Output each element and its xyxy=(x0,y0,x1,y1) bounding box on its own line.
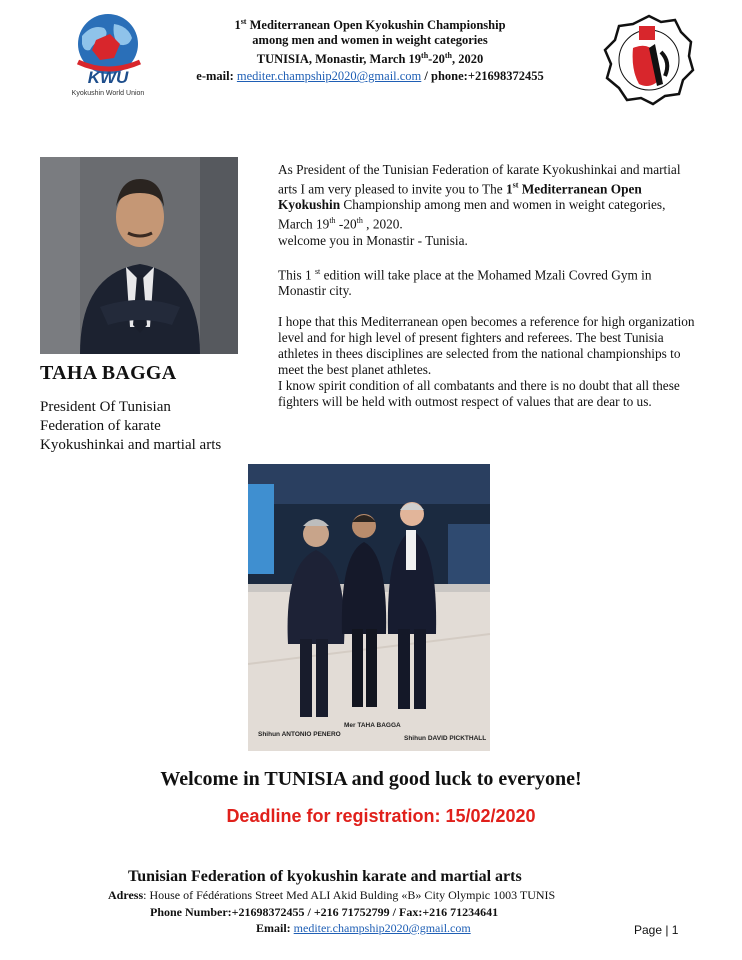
caption-right: Shihun DAVID PICKTHALL xyxy=(404,735,487,742)
letter-paragraph-1: As President of the Tunisian Federation of karate Kyokushinkai and martial arts I am very pleased to invite you to The 1st Mediterranean Open Kyokushin Championship among men and women in weight categories, March 19th -20th , 2020. welcome you in Monastir - Tunisia. xyxy=(278,162,681,248)
footer-address: Adress: House of Fédérations Street Med ALI Akid Bulding «B» City Olympic 1003 TUNIS xyxy=(108,888,556,902)
footer-email-link[interactable]: mediter.champship2020@gmail.com xyxy=(293,921,471,935)
caption-center: Mer TAHA BAGGA xyxy=(344,722,401,729)
president-name: TAHA BAGGA xyxy=(40,362,177,384)
footer-email: Email: mediter.champship2020@gmail.com xyxy=(256,921,471,935)
header-contact-line: e-mail: mediter.champship2020@gmail.com / phone:+21698372455 xyxy=(196,69,544,84)
header-line-2: among men and women in weight categories xyxy=(252,33,488,48)
letter-paragraph-3: I hope that this Mediterranean open becomes a reference for high organization level and for high level of present fighters and referees. The best Tunisia athletes in thees disciplines are selected from the national championships to meet the best planet athletes. xyxy=(278,314,695,378)
footer-phone: Phone Number:+21698372455 / +216 71752799 / Fax:+216 71234641 xyxy=(150,905,499,919)
letter-paragraph-2: This 1 $^{st}$ edition will take place at the Mohamed Mzali Covred Gym in Monastir city. xyxy=(278,266,652,299)
event-header xyxy=(170,14,570,84)
header-email-link[interactable]: mediter.champship2020@gmail.com xyxy=(236,69,422,84)
group-photo xyxy=(248,464,490,751)
welcome-message: Welcome in TUNISIA and good luck to everyone! xyxy=(160,768,582,790)
kwu-logo-text: KWU xyxy=(87,68,129,87)
caption-left: Shihun ANTONIO PENERO xyxy=(258,731,341,738)
footer-title: Tunisian Federation of kyokushin karate and martial arts xyxy=(128,868,522,885)
letter-paragraph-4: I know spirit condition of all combatants and there is no doubt that all these fighters will be held with outmost respect of values that are dear to us. xyxy=(278,378,680,410)
header-line-3: TUNISIA, Monastir, March 19th-20th, 2020 xyxy=(256,51,484,67)
registration-deadline: Deadline for registration: 15/02/2020 xyxy=(226,806,536,826)
president-photo xyxy=(40,157,238,354)
invitation-letter xyxy=(278,162,698,425)
kyokushin-seal-logo xyxy=(603,14,695,106)
header-line-1: 1st Mediterranean Open Kyokushin Championship xyxy=(234,17,506,33)
kwu-logo xyxy=(60,10,160,100)
kwu-logo-subtext: Kyokushin World Union xyxy=(71,90,145,97)
page-number: Page | 1 xyxy=(634,923,679,937)
president-title: President Of Tunisian Federation of karate Kyokushinkai and martial arts xyxy=(40,399,222,453)
